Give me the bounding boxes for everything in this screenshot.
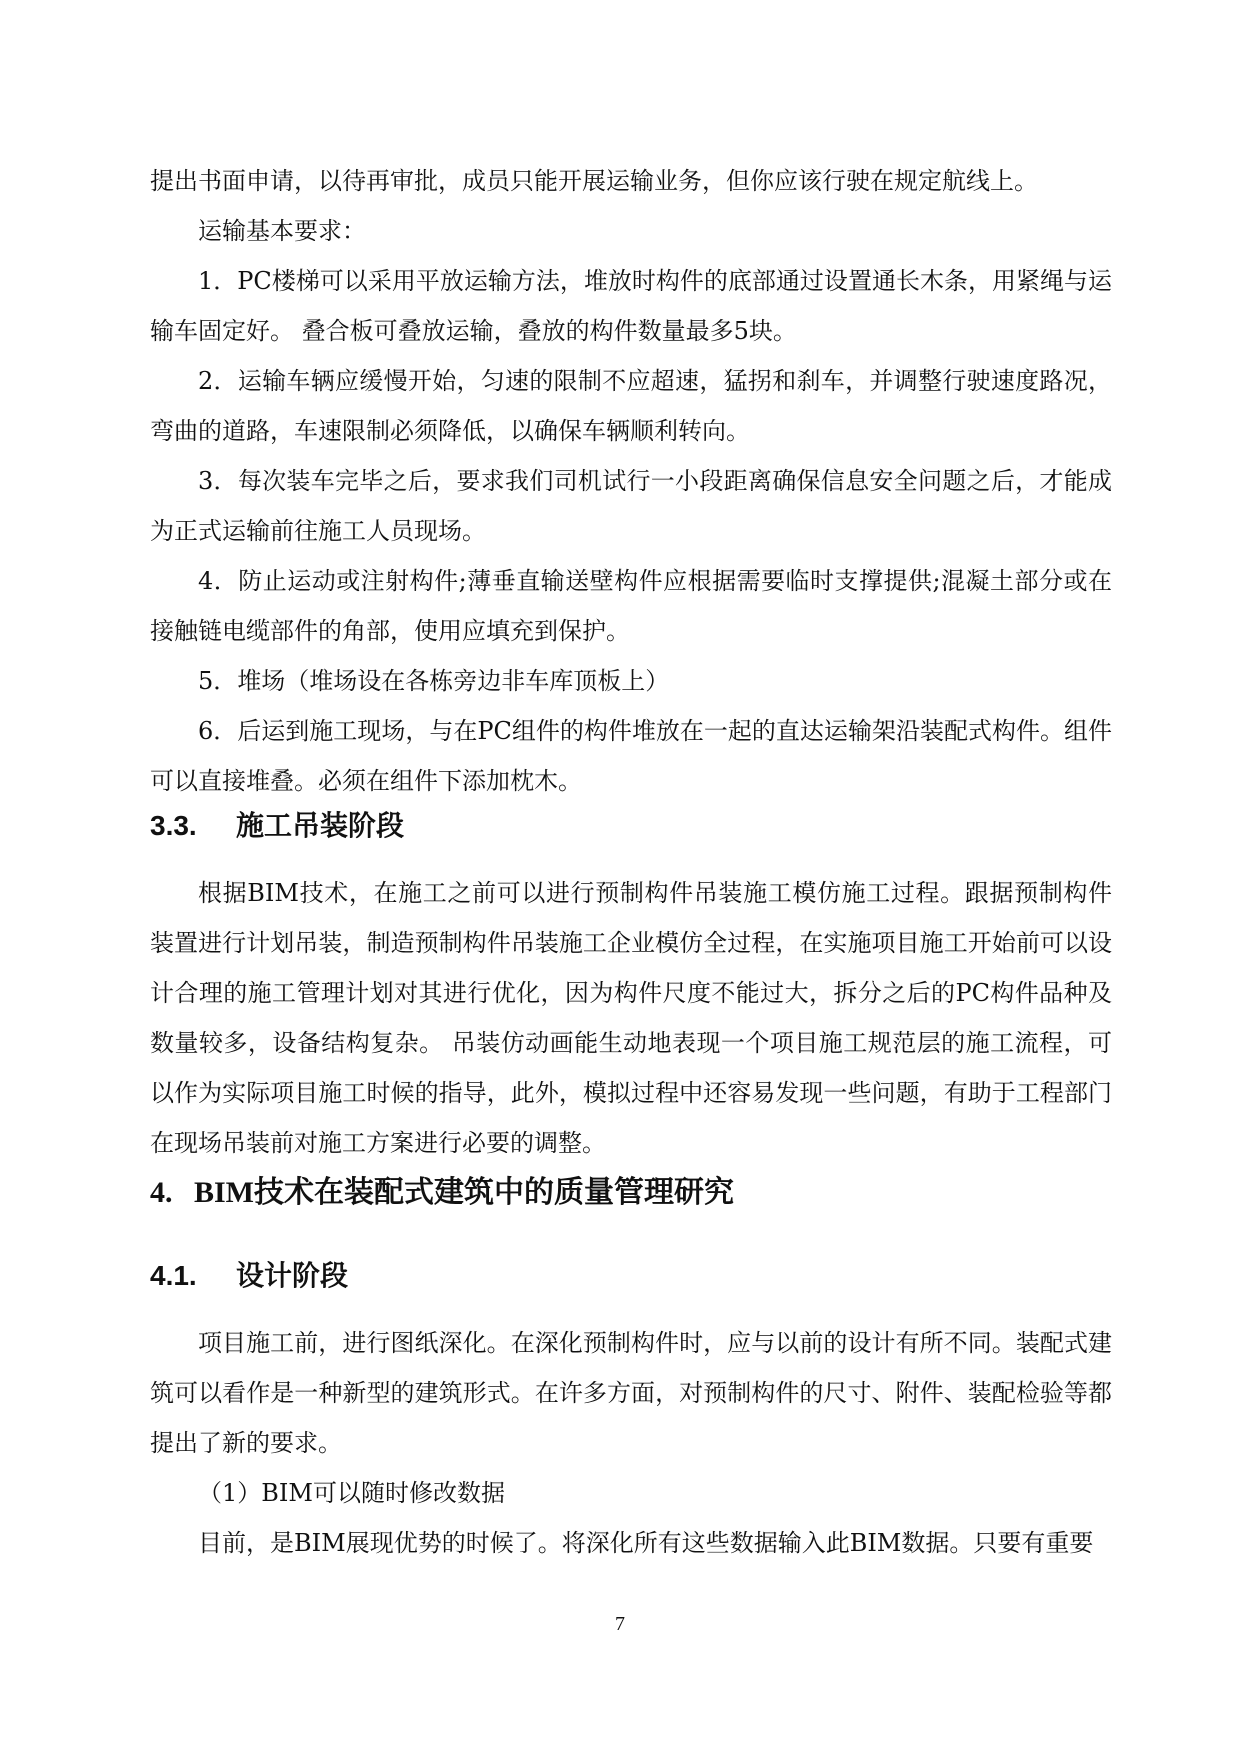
transport-item-5: 5．堆场（堆场设在各栋旁边非车库顶板上）	[198, 667, 670, 695]
section-3-3-paragraph: 根据BIM技术，在施工之前可以进行预制构件吊装施工模仿施工过程。跟据预制构件装置进行计划吊装，制造预制构件吊装施工企业模仿全过程，在实施项目施工开始前可以设计合理的施工管理计划对其进行优化，因为构件尺度不能过大，拆分之后的PC构件品种及数量较多，设备结构复杂。 吊装仿动画能生动地表现一个项目施工规范层的施工流程，可以作为实际项目施工时候的指导，此外，模拟过程中还容易发现一些问题，有助于工程部门在现场吊装前对施工方案进行必要的调整。	[150, 879, 1112, 1157]
chapter-title: BIM技术在装配式建筑中的质量管理研究	[194, 1176, 734, 1209]
section-number: 4.1.	[150, 1260, 197, 1291]
section-3-3-heading	[150, 808, 404, 844]
paragraph-continuation: 提出书面申请，以待再审批，成员只能开展运输业务，但你应该行驶在规定航线上。	[150, 167, 1038, 195]
section-4-1-heading	[150, 1258, 348, 1294]
section-4-1-last-line: 目前，是BIM展现优势的时候了。将深化所有这些数据输入此BIM数据。只要有重要	[198, 1529, 1094, 1557]
section-title: 设计阶段	[236, 1260, 349, 1291]
section-title: 施工吊装阶段	[236, 810, 405, 841]
transport-item-6: 6．后运到施工现场，与在PC组件的构件堆放在一起的直达运输架沿装配式构件。组件可以直接堆叠。必须在组件下添加枕木。	[150, 717, 1112, 795]
section-number: 3.3.	[150, 810, 197, 841]
transport-requirements-heading: 运输基本要求：	[198, 217, 366, 245]
transport-item-1: 1．PC楼梯可以采用平放运输方法，堆放时构件的底部通过设置通长木条，用紧绳与运输车固定好。 叠合板可叠放运输，叠放的构件数量最多5块。	[150, 267, 1112, 345]
subheading-bim-modify-data: （1）BIM可以随时修改数据	[198, 1479, 505, 1507]
chapter-number: 4.	[150, 1176, 173, 1209]
section-4-1-paragraph: 项目施工前，进行图纸深化。在深化预制构件时，应与以前的设计有所不同。装配式建筑可以看作是一种新型的建筑形式。在许多方面，对预制构件的尺寸、附件、装配检验等都提出了新的要求。	[150, 1329, 1112, 1457]
transport-item-2: 2．运输车辆应缓慢开始，匀速的限制不应超速，猛拐和刹车，并调整行驶速度路况，弯曲的道路，车速限制必须降低，以确保车辆顺利转向。	[150, 367, 1112, 445]
page-number: 7	[615, 1613, 625, 1635]
transport-item-4: 4．防止运动或注射构件;薄垂直输送壁构件应根据需要临时支撑提供;混凝土部分或在接触链电缆部件的角部，使用应填充到保护。	[150, 567, 1112, 645]
chapter-4-heading	[150, 1174, 734, 1212]
transport-item-3: 3．每次装车完毕之后，要求我们司机试行一小段距离确保信息安全问题之后，才能成为正式运输前往施工人员现场。	[150, 467, 1112, 545]
